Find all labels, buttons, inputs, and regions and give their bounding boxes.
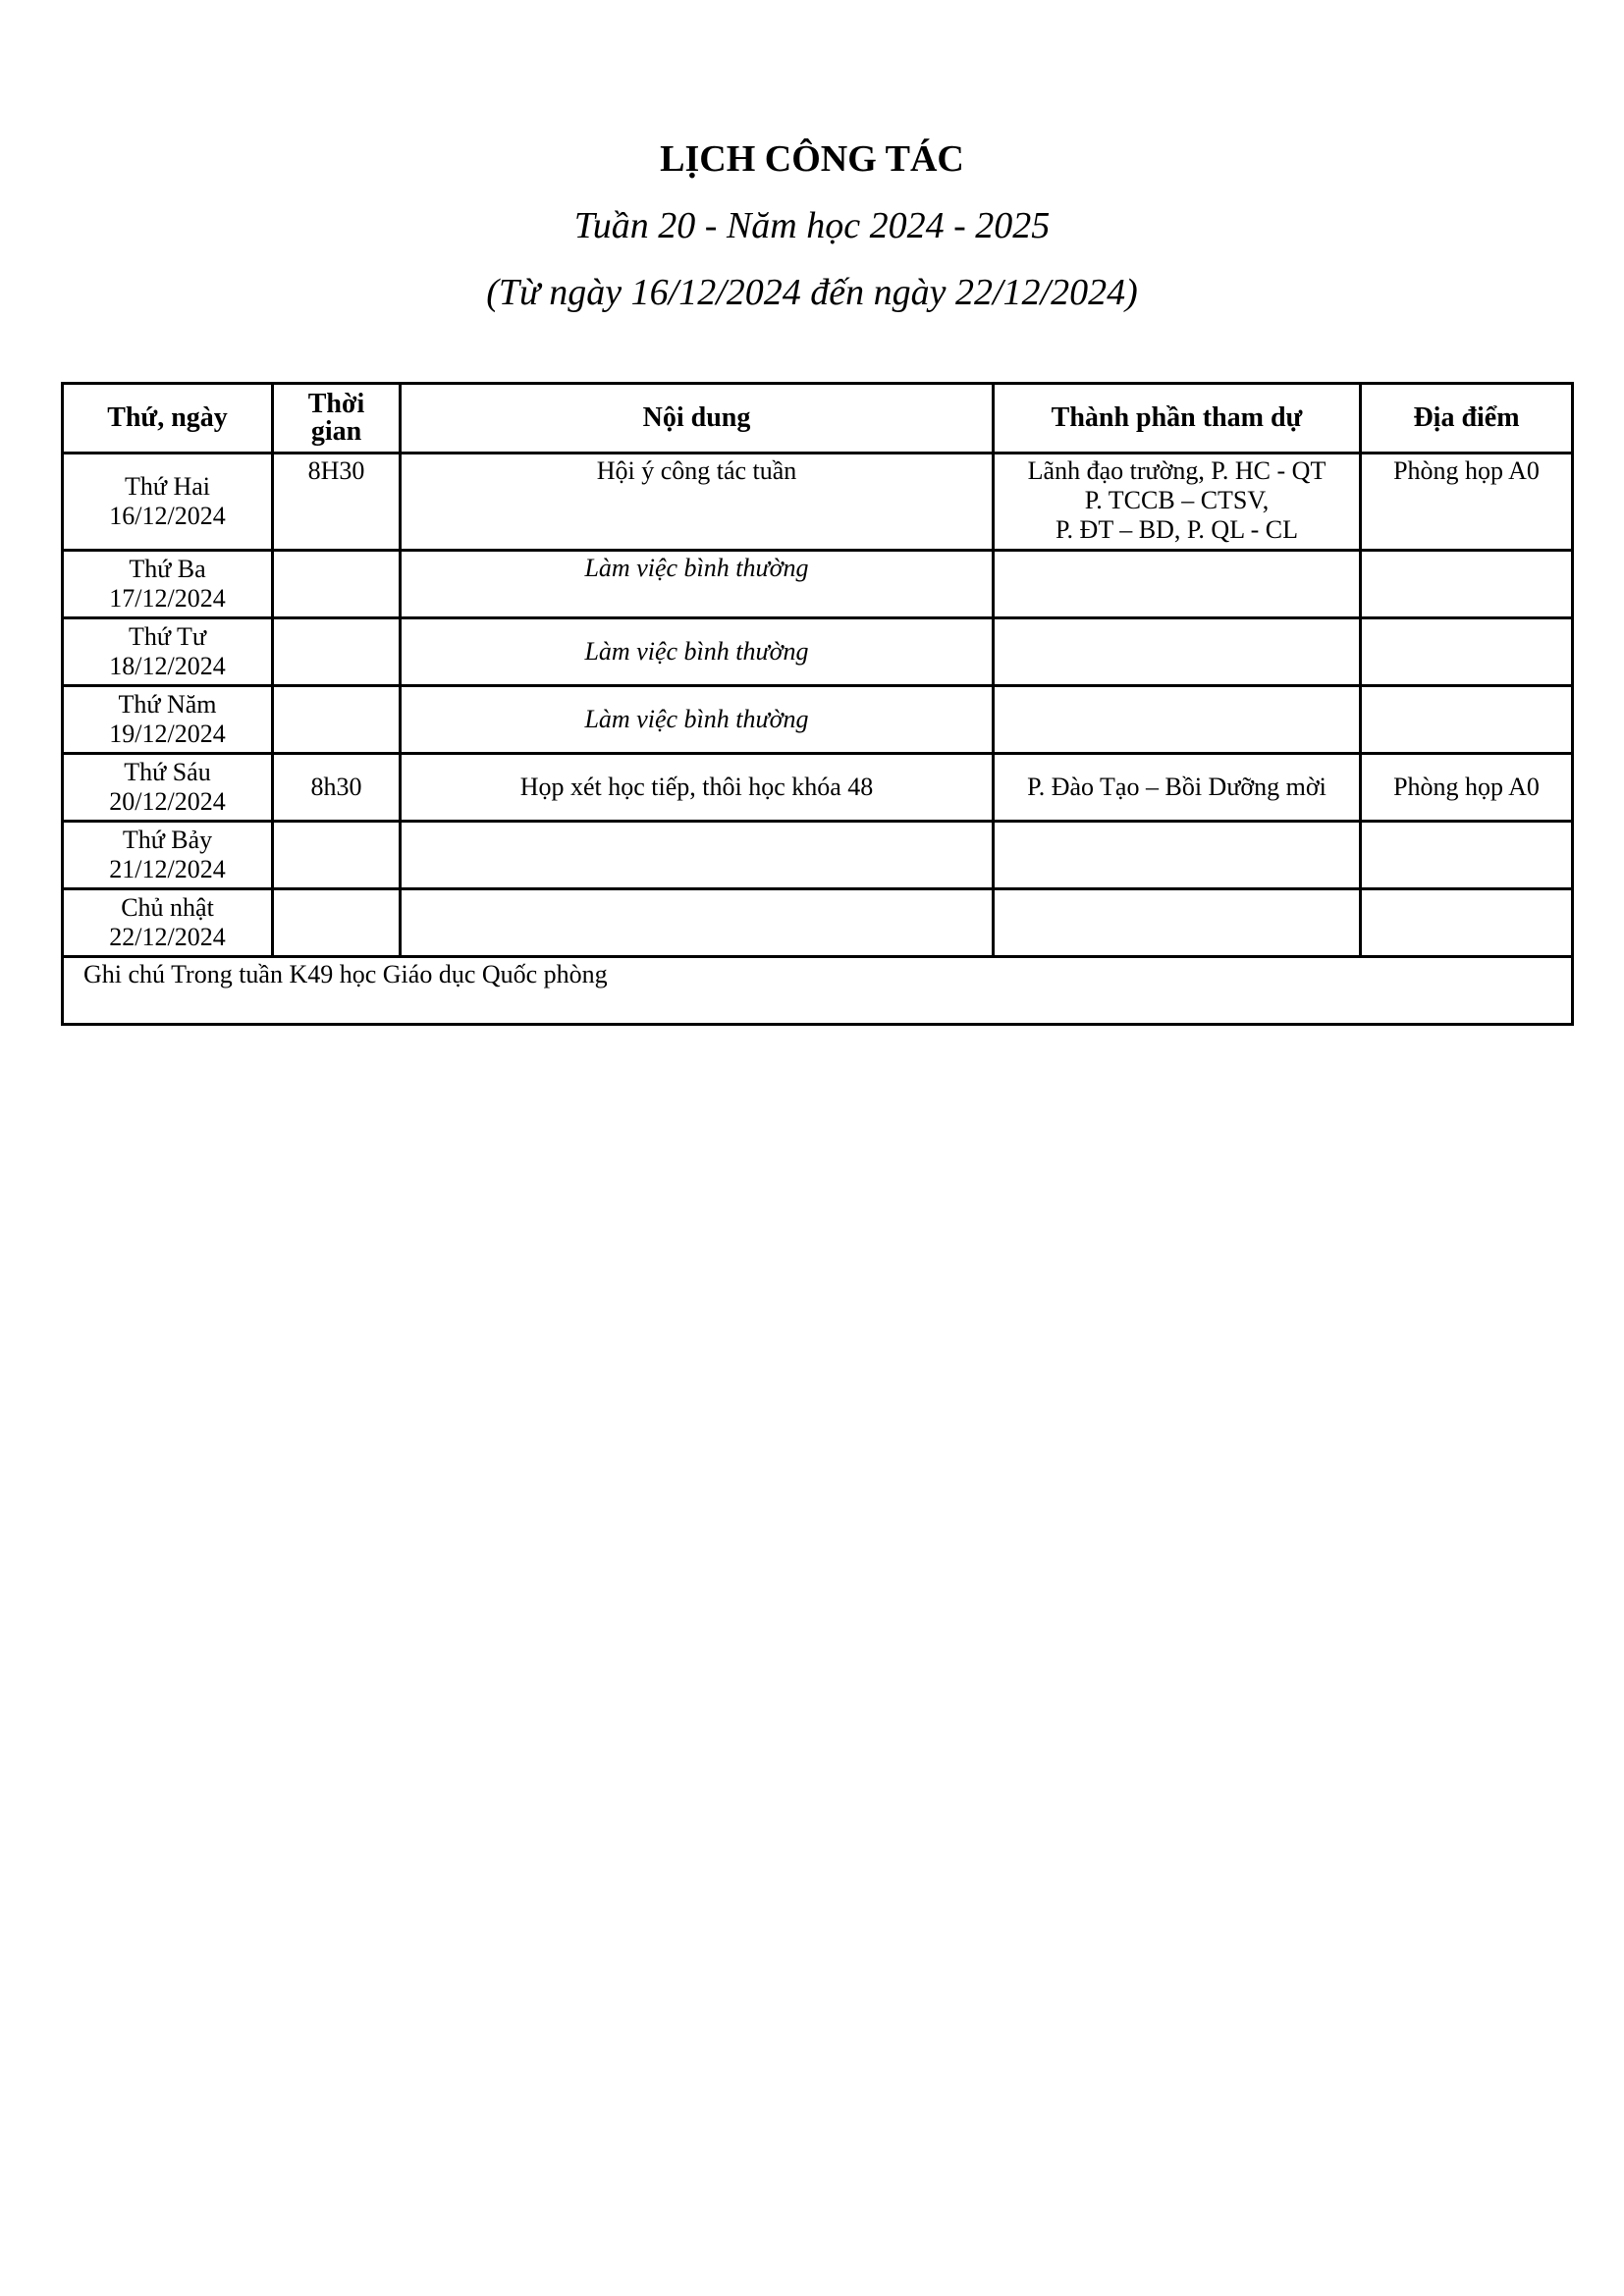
content-cell: Làm việc bình thường [401, 686, 994, 754]
header-time-line2: gian [310, 416, 362, 447]
time-cell [273, 618, 401, 686]
time-cell [273, 889, 401, 957]
day-date: 16/12/2024 [109, 502, 226, 530]
content-cell: Họp xét học tiếp, thôi học khóa 48 [401, 754, 994, 822]
day-cell [63, 454, 273, 551]
document-title: LỊCH CÔNG TÁC [660, 138, 964, 180]
location-cell [1361, 686, 1573, 754]
day-cell [63, 822, 273, 889]
day-date: 22/12/2024 [109, 923, 226, 951]
day-cell [63, 551, 273, 618]
participants-cell [994, 686, 1361, 754]
participants-cell: P. Đào Tạo – Bồi Dưỡng mời [994, 754, 1361, 822]
day-name: Thứ Hai [124, 472, 210, 501]
date-range-subtitle: (Từ ngày 16/12/2024 đến ngày 22/12/2024) [486, 272, 1138, 313]
participants-cell [994, 618, 1361, 686]
table-row [63, 889, 1573, 957]
schedule-table [61, 382, 1574, 1026]
header-content: Nội dung [401, 384, 994, 454]
content-cell: Làm việc bình thường [401, 551, 994, 618]
day-name: Thứ Bảy [122, 826, 213, 854]
note-cell: Ghi chú Trong tuần K49 học Giáo dục Quốc phòng [63, 957, 1573, 1025]
note-row [63, 957, 1573, 1025]
day-cell [63, 754, 273, 822]
participants-cell [994, 551, 1361, 618]
table-header-row [63, 384, 1573, 454]
time-cell [273, 822, 401, 889]
time-cell: 8h30 [273, 754, 401, 822]
time-cell [273, 686, 401, 754]
day-date: 17/12/2024 [109, 584, 226, 613]
content-cell [401, 889, 994, 957]
day-cell [63, 618, 273, 686]
time-cell [273, 551, 401, 618]
header-location: Địa điểm [1361, 384, 1573, 454]
content-cell: Làm việc bình thường [401, 618, 994, 686]
day-name: Thứ Năm [118, 690, 217, 719]
location-cell [1361, 822, 1573, 889]
location-cell: Phòng họp A0 [1361, 454, 1573, 551]
table-row [63, 754, 1573, 822]
participants-line: P. ĐT – BD, P. QL - CL [1055, 515, 1299, 544]
participants-cell [994, 889, 1361, 957]
table-row [63, 822, 1573, 889]
day-date: 21/12/2024 [109, 855, 226, 883]
header-time-line1: Thời [307, 389, 365, 419]
day-date: 19/12/2024 [109, 720, 226, 748]
content-cell [401, 822, 994, 889]
header-participants: Thành phần tham dự [994, 384, 1361, 454]
day-cell [63, 889, 273, 957]
location-cell: Phòng họp A0 [1361, 754, 1573, 822]
header-day: Thứ, ngày [63, 384, 273, 454]
content-cell: Hội ý công tác tuần [401, 454, 994, 551]
table-row [63, 686, 1573, 754]
day-date: 18/12/2024 [109, 652, 226, 680]
day-name: Chủ nhật [121, 893, 214, 922]
day-date: 20/12/2024 [109, 787, 226, 816]
time-cell: 8H30 [273, 454, 401, 551]
week-subtitle: Tuần 20 - Năm học 2024 - 2025 [573, 205, 1051, 246]
participants-cell [994, 454, 1361, 551]
participants-line: Lãnh đạo trường, P. HC - QT [1027, 456, 1326, 485]
participants-cell [994, 822, 1361, 889]
table-row [63, 618, 1573, 686]
day-name: Thứ Tư [129, 622, 206, 651]
location-cell [1361, 551, 1573, 618]
table-row [63, 454, 1573, 551]
participants-line: P. TCCB – CTSV, [1084, 486, 1270, 514]
location-cell [1361, 889, 1573, 957]
day-name: Thứ Ba [129, 555, 206, 583]
header-time [273, 384, 401, 454]
day-name: Thứ Sáu [124, 758, 211, 786]
location-cell [1361, 618, 1573, 686]
table-row [63, 551, 1573, 618]
day-cell [63, 686, 273, 754]
